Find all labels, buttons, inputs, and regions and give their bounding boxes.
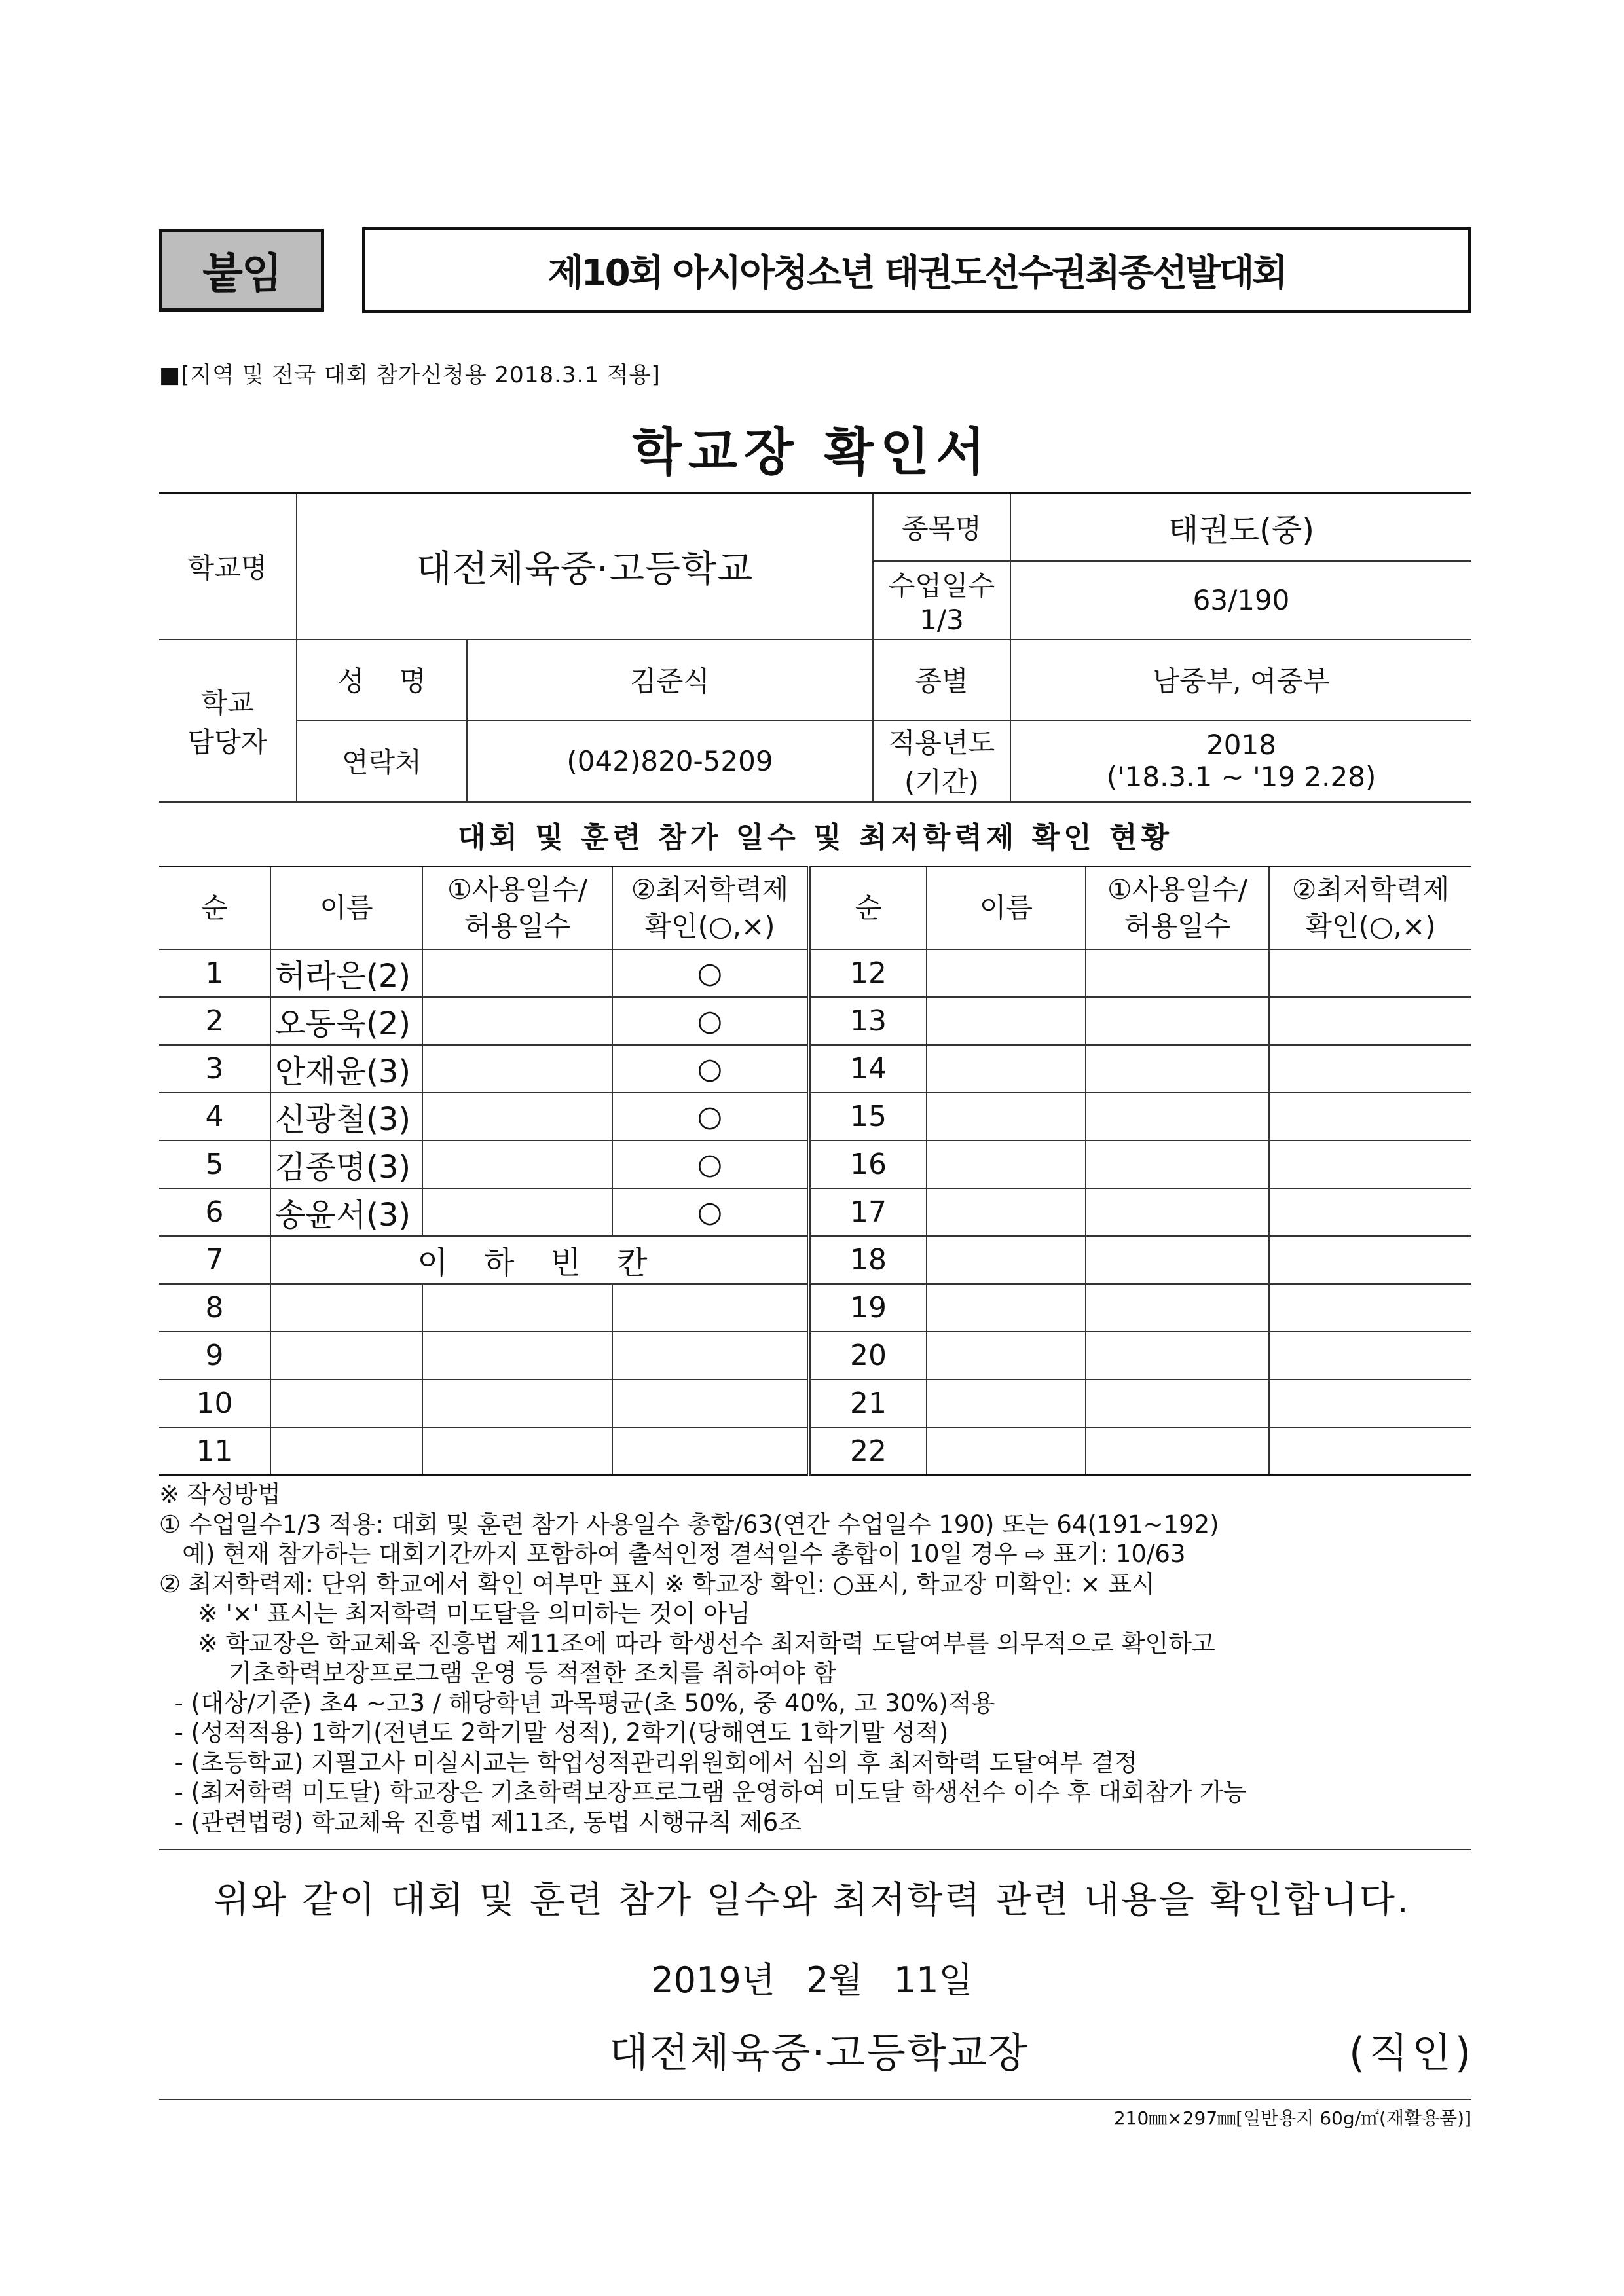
official-seal-label: (직인) xyxy=(1349,2029,1475,2077)
table-row xyxy=(159,949,1471,997)
instruction-line: 예) 현재 참가하는 대회기간까지 포함하여 출석인정 결석일수 총합이 10일 경우 ⇨ 표기: 10/63 xyxy=(159,1540,1186,1568)
athlete-name xyxy=(270,1284,422,1332)
days-cell xyxy=(422,1379,612,1427)
table-row xyxy=(159,1332,1471,1379)
header-grade-right-line2: 확인(○,×) xyxy=(1305,910,1436,942)
athlete-name xyxy=(927,997,1086,1045)
division-label: 종별 xyxy=(873,640,1010,720)
table-row xyxy=(159,1045,1471,1093)
table-row xyxy=(159,1140,1471,1188)
days-cell xyxy=(1086,1284,1269,1332)
table-row xyxy=(159,1093,1471,1140)
header-days-right-line2: 허용일수 xyxy=(1124,910,1231,942)
header-order-right: 순 xyxy=(809,867,927,950)
athlete-name xyxy=(927,1427,1086,1476)
days-cell xyxy=(1086,1332,1269,1379)
row-number: 8 xyxy=(159,1284,270,1332)
header-days-right-line1: ①사용일수/ xyxy=(1107,873,1248,905)
instruction-line: 기초학력보장프로그램 운영 등 적절한 조치를 취하여야 함 xyxy=(159,1659,837,1687)
grade-check-mark: ○ xyxy=(612,1045,809,1093)
apply-year-value-line2: ('18.3.1 ~ '19 2.28) xyxy=(1106,761,1376,793)
row-number: 10 xyxy=(159,1379,270,1427)
grade-check-mark: ○ xyxy=(612,1188,809,1236)
confirmation-statement: 위와 같이 대회 및 훈련 참가 일수와 최저학력 관련 내용을 확인합니다. xyxy=(213,1879,1411,1922)
section-title: 대회 및 훈련 참가 일수 및 최저학력제 확인 현황 xyxy=(457,821,1173,854)
attachment-label: 붙임 xyxy=(159,229,324,312)
days-cell xyxy=(422,1332,612,1379)
athlete-name: 허라은(2) xyxy=(270,949,422,997)
apply-year-label xyxy=(873,720,1010,802)
instruction-line: - (대상/기준) 초4 ~고3 / 해당학년 과목평균(초 50%, 중 40%, 고 30%)적용 xyxy=(159,1688,995,1717)
school-name-value: 대전체육중·고등학교 xyxy=(297,494,873,640)
row-number: 19 xyxy=(809,1284,927,1332)
instruction-line: - (초등학교) 지필고사 미실시교는 학업성적관리위원회에서 심의 후 최저학력 도달여부 결정 xyxy=(159,1748,1138,1777)
instruction-line: ※ '×' 표시는 최저학력 미도달을 의미하는 것이 아님 xyxy=(159,1599,750,1628)
athlete-name: 오동욱(2) xyxy=(270,997,422,1045)
grade-check-mark xyxy=(1269,1427,1471,1476)
instruction-line: ※ 학교장은 학교체육 진흥법 제11조에 따라 학생선수 최저학력 도달여부를 의무적으로 확인하고 xyxy=(159,1629,1215,1658)
contact-value: (042)820-5209 xyxy=(467,720,873,802)
grade-check-mark: ○ xyxy=(612,1093,809,1140)
athlete-name: 안재윤(3) xyxy=(270,1045,422,1093)
athlete-name xyxy=(927,1332,1086,1379)
days-cell xyxy=(422,1427,612,1476)
header-grade-right-line1: ②최저학력제 xyxy=(1291,873,1450,905)
days-cell xyxy=(1086,1045,1269,1093)
days-cell xyxy=(1086,1379,1269,1427)
grade-check-mark xyxy=(1269,1140,1471,1188)
header-days-right xyxy=(1086,867,1269,950)
days-cell xyxy=(422,1093,612,1140)
days-cell xyxy=(422,1045,612,1093)
athlete-name xyxy=(270,1379,422,1427)
roster-header-row xyxy=(159,867,1471,950)
days-cell xyxy=(1086,949,1269,997)
days-cell xyxy=(422,1140,612,1188)
grade-check-mark: ○ xyxy=(612,997,809,1045)
instruction-line: - (최저학력 미도달) 학교장은 기초학력보장프로그램 운영하여 미도달 학생선수 이수 후 대회참가 가능 xyxy=(159,1778,1247,1806)
sport-value: 태권도(중) xyxy=(1010,494,1471,561)
manager-label-line1: 학교 xyxy=(200,686,255,719)
grade-check-mark xyxy=(1269,1284,1471,1332)
athlete-name xyxy=(927,1236,1086,1284)
header-name: 이름 xyxy=(270,867,422,950)
class-days-label xyxy=(873,561,1010,640)
row-number: 20 xyxy=(809,1332,927,1379)
manager-label-line2: 담당자 xyxy=(187,725,268,758)
header-order: 순 xyxy=(159,867,270,950)
apply-year-value xyxy=(1010,720,1471,802)
row-number: 7 xyxy=(159,1236,270,1284)
days-cell xyxy=(1086,1188,1269,1236)
roster-table xyxy=(159,866,1471,1476)
row-number: 15 xyxy=(809,1093,927,1140)
athlete-name: 신광철(3) xyxy=(270,1093,422,1140)
class-days-label-line2: 1/3 xyxy=(919,604,964,636)
row-number: 9 xyxy=(159,1332,270,1379)
row-number: 13 xyxy=(809,997,927,1045)
table-row xyxy=(159,1236,1471,1284)
instructions-heading: ※ 작성방법 xyxy=(159,1480,281,1508)
days-cell xyxy=(1086,1236,1269,1284)
grade-check-mark xyxy=(612,1284,809,1332)
days-cell xyxy=(422,949,612,997)
row-number: 22 xyxy=(809,1427,927,1476)
table-row xyxy=(159,1427,1471,1476)
document-title: 학교장 확인서 xyxy=(632,423,992,482)
days-cell xyxy=(422,1284,612,1332)
grade-check-mark xyxy=(612,1427,809,1476)
athlete-name: 송윤서(3) xyxy=(270,1188,422,1236)
grade-check-mark: ○ xyxy=(612,1140,809,1188)
athlete-name: 김종명(3) xyxy=(270,1140,422,1188)
table-row xyxy=(159,1188,1471,1236)
athlete-name xyxy=(270,1427,422,1476)
apply-year-label-line1: 적용년도 xyxy=(888,727,995,759)
row-number: 2 xyxy=(159,997,270,1045)
athlete-name xyxy=(270,1332,422,1379)
header-grade-check-right xyxy=(1269,867,1471,950)
class-days-label-line1: 수업일수 xyxy=(888,570,995,602)
divider xyxy=(159,1849,1471,1850)
grade-check-mark xyxy=(1269,1236,1471,1284)
row-number: 4 xyxy=(159,1093,270,1140)
days-cell xyxy=(1086,1140,1269,1188)
instruction-line: ② 최저학력제: 단위 학교에서 확인 여부만 표시 ※ 학교장 확인: ○표시, 학교장 미확인: × 표시 xyxy=(159,1569,1155,1598)
row-number: 1 xyxy=(159,949,270,997)
athlete-name xyxy=(927,1140,1086,1188)
grade-check-mark xyxy=(1269,949,1471,997)
footer-divider xyxy=(159,2099,1471,2100)
grade-check-mark xyxy=(1269,997,1471,1045)
header-grade-line1: ②최저학력제 xyxy=(631,873,789,905)
days-cell xyxy=(1086,997,1269,1045)
row-number: 17 xyxy=(809,1188,927,1236)
header-grade-check xyxy=(612,867,809,950)
school-name-label: 학교명 xyxy=(159,494,297,640)
days-cell xyxy=(1086,1427,1269,1476)
row-number: 18 xyxy=(809,1236,927,1284)
sport-label: 종목명 xyxy=(873,494,1010,561)
athlete-name xyxy=(927,1045,1086,1093)
athlete-name xyxy=(927,1188,1086,1236)
grade-check-mark xyxy=(1269,1332,1471,1379)
header-days xyxy=(422,867,612,950)
contact-label: 연락처 xyxy=(297,720,467,802)
days-cell xyxy=(422,1188,612,1236)
grade-check-mark: ○ xyxy=(612,949,809,997)
row-number: 3 xyxy=(159,1045,270,1093)
days-cell xyxy=(1086,1093,1269,1140)
grade-check-mark xyxy=(612,1379,809,1427)
paper-spec-note: 210㎜×297㎜[일반용지 60g/㎡(재활용품)] xyxy=(1113,2107,1471,2129)
row-number: 14 xyxy=(809,1045,927,1093)
row-number: 12 xyxy=(809,949,927,997)
grade-check-mark xyxy=(1269,1093,1471,1140)
header-days-line1: ①사용일수/ xyxy=(447,873,588,905)
manager-label xyxy=(159,640,297,802)
blank-below-note: 이 하 빈 칸 xyxy=(270,1236,809,1284)
header-name-right: 이름 xyxy=(927,867,1086,950)
person-name-label: 성 명 xyxy=(297,640,467,720)
apply-year-label-line2: (기간) xyxy=(904,766,979,798)
person-name-value: 김준식 xyxy=(467,640,873,720)
row-number: 5 xyxy=(159,1140,270,1188)
row-number: 21 xyxy=(809,1379,927,1427)
apply-year-value-line1: 2018 xyxy=(1206,729,1276,761)
issue-date: 2019년 2월 11일 xyxy=(651,1959,973,2001)
grade-check-mark xyxy=(1269,1188,1471,1236)
table-row xyxy=(159,1379,1471,1427)
row-number: 11 xyxy=(159,1427,270,1476)
table-row xyxy=(159,997,1471,1045)
row-number: 6 xyxy=(159,1188,270,1236)
athlete-name xyxy=(927,949,1086,997)
grade-check-mark xyxy=(612,1332,809,1379)
writing-instructions xyxy=(159,1480,1471,1837)
row-number: 16 xyxy=(809,1140,927,1188)
athlete-name xyxy=(927,1284,1086,1332)
instruction-line: - (관련법령) 학교체육 진흥법 제11조, 동법 시행규칙 제6조 xyxy=(159,1808,802,1836)
header-days-line2: 허용일수 xyxy=(464,910,571,942)
class-days-value: 63/190 xyxy=(1010,561,1471,640)
days-cell xyxy=(422,997,612,1045)
table-row xyxy=(159,1284,1471,1332)
division-value: 남중부, 여중부 xyxy=(1010,640,1471,720)
notice-line: ■[지역 및 전국 대회 참가신청용 2018.3.1 적용] xyxy=(159,362,661,388)
principal-name: 대전체육중·고등학교장 xyxy=(609,2029,1029,2077)
athlete-name xyxy=(927,1093,1086,1140)
grade-check-mark xyxy=(1269,1379,1471,1427)
event-title: 제10회 아시아청소년 태권도선수권최종선발대회 xyxy=(362,227,1471,313)
school-info-table xyxy=(159,492,1471,803)
instruction-line: ① 수업일수1/3 적용: 대회 및 훈련 참가 사용일수 총합/63(연간 수업일수 190) 또는 64(191~192) xyxy=(159,1510,1219,1539)
grade-check-mark xyxy=(1269,1045,1471,1093)
header-grade-line2: 확인(○,×) xyxy=(644,910,775,942)
athlete-name xyxy=(927,1379,1086,1427)
instruction-line: - (성적적용) 1학기(전년도 2학기말 성적), 2학기(당해연도 1학기말 성적) xyxy=(159,1719,949,1747)
